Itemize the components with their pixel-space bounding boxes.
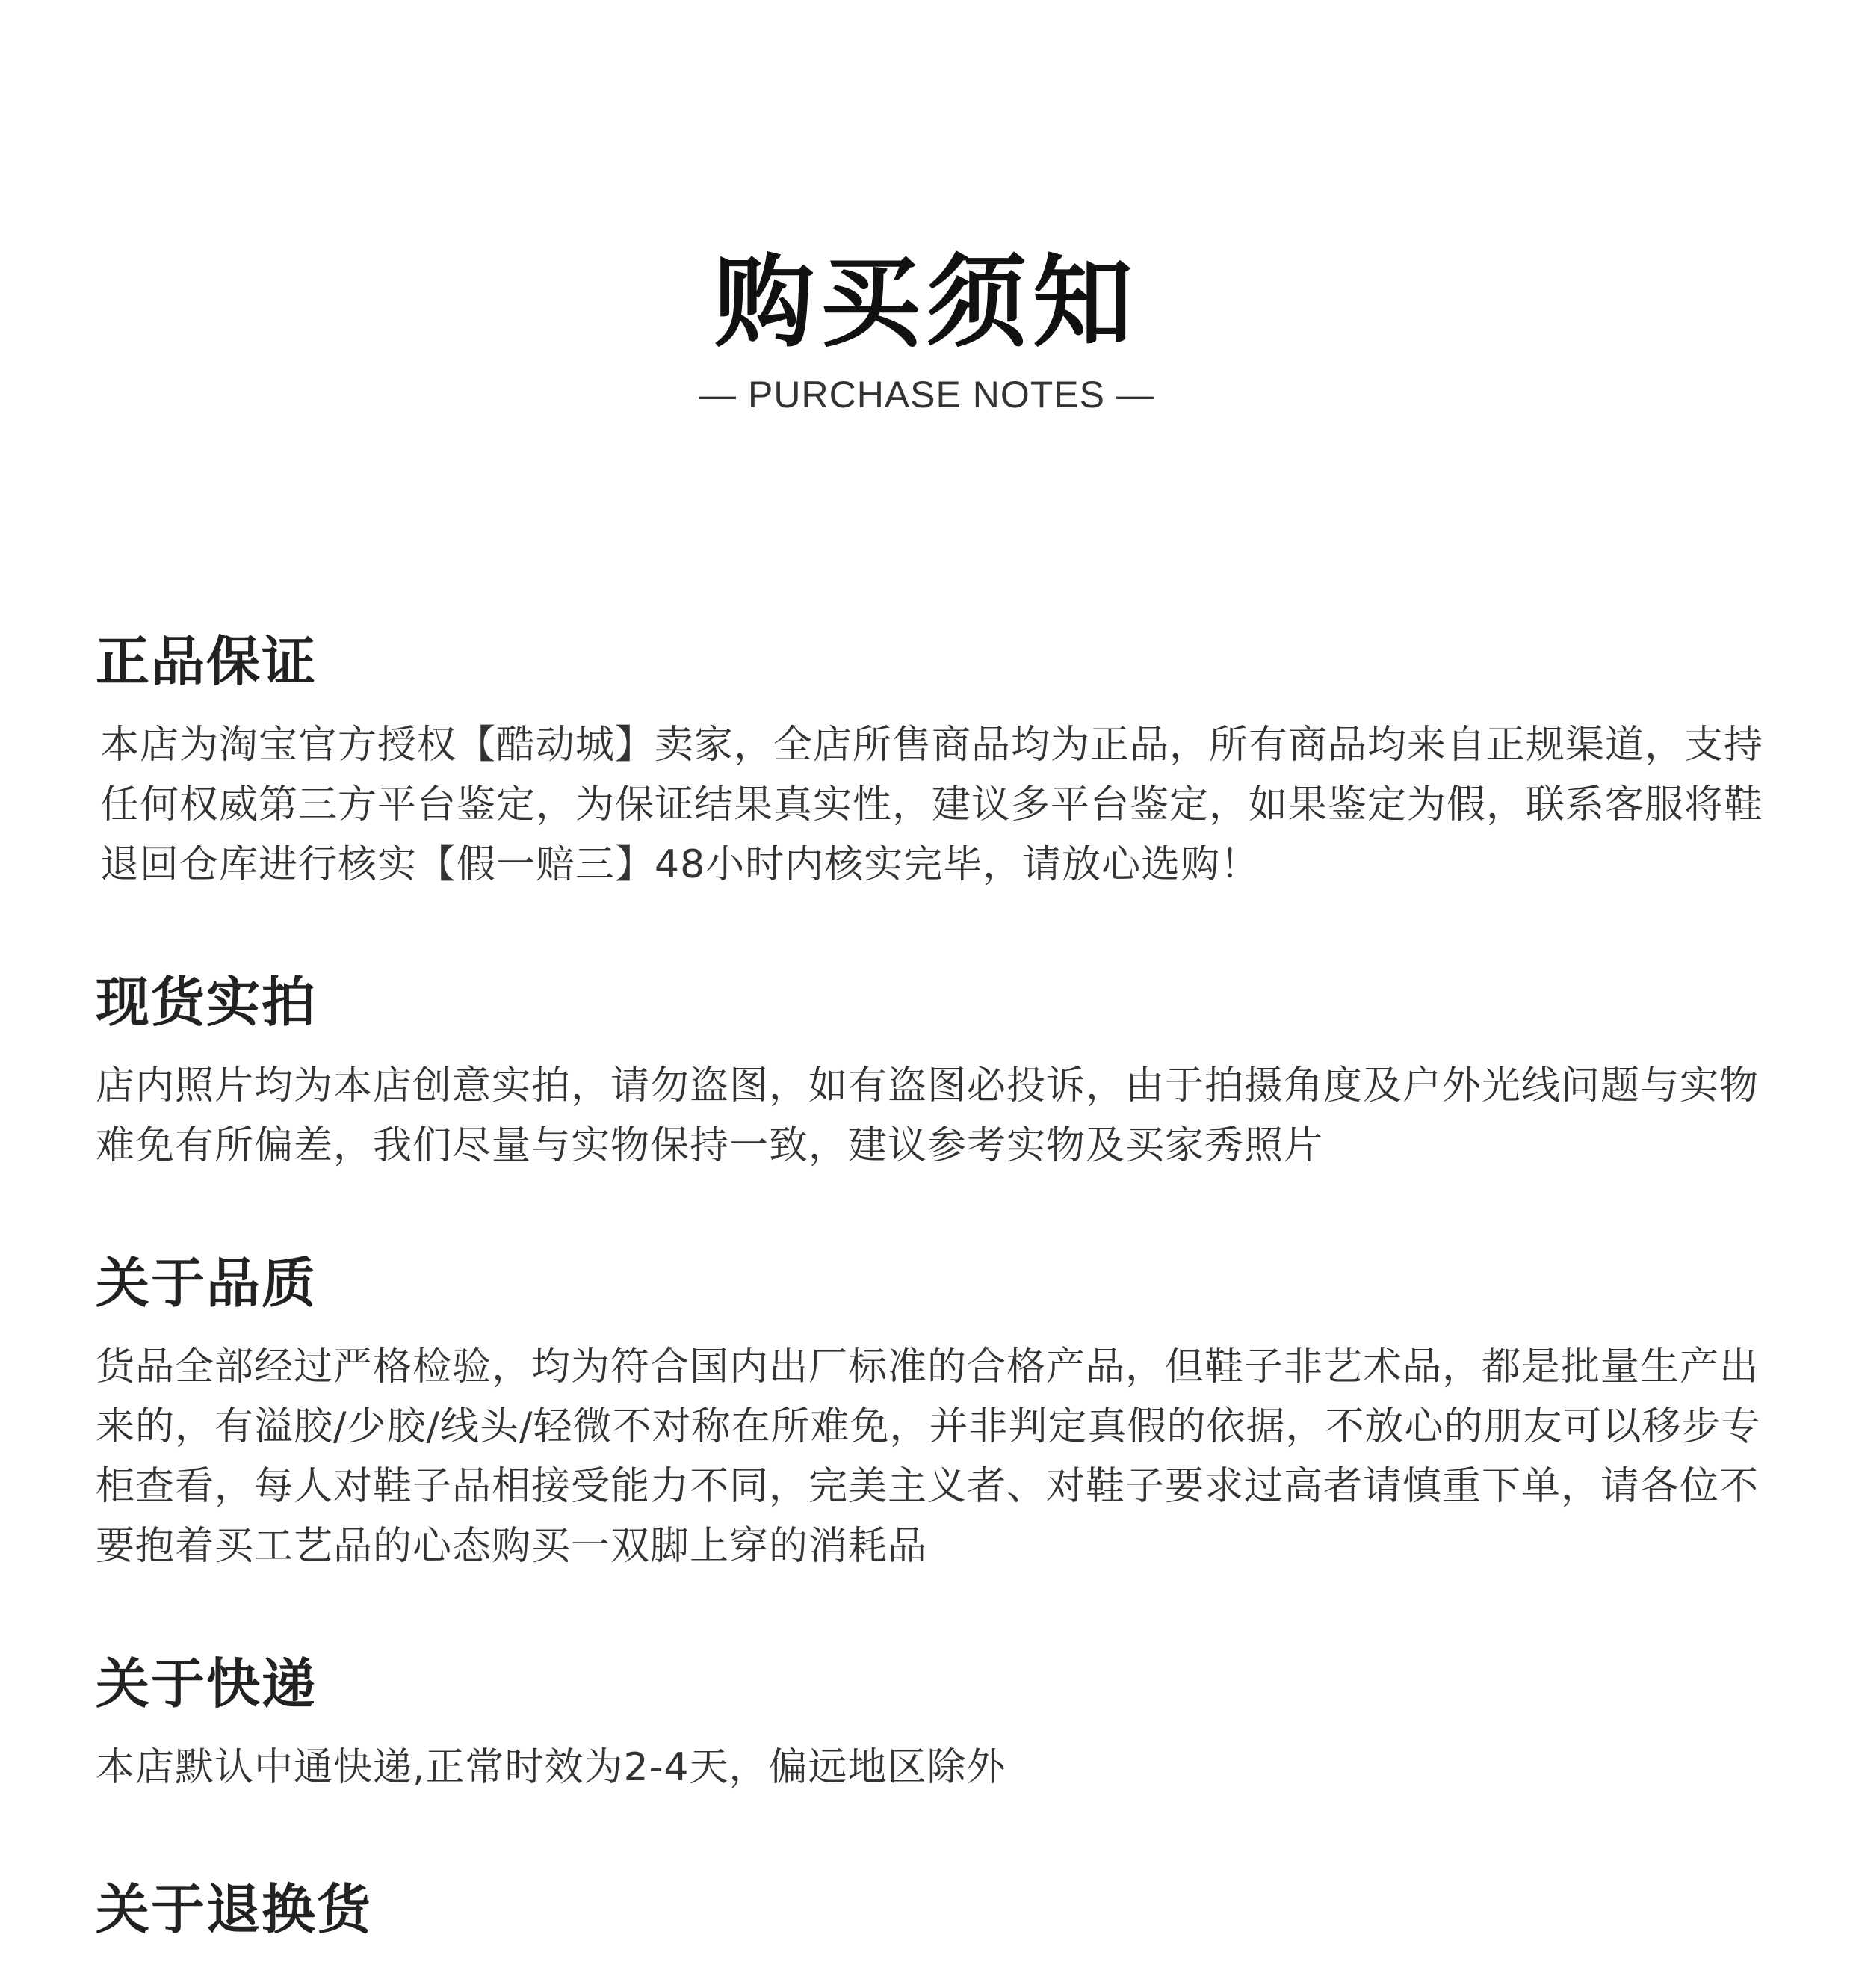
notes-content [96,624,1769,1963]
section-title: 正品保证 [96,630,318,693]
section-body: 货品全部经过严格检验，均为符合国内出厂标准的合格产品，但鞋子非艺术品，都是批量生产出来的，有溢胶/少胶/线头/轻微不对称在所难免，并非判定真假的依据，不放心的朋友可以移步专柜查看，每人对鞋子品相接受能力不同，完美主义者、对鞋子要求过高者请慎重下单，请各位不要抱着买工艺品的心态购买一双脚上穿的消耗品 [96,1345,1761,1569]
section-title: 关于退换货 [96,1878,373,1941]
section-shipping [96,1646,1769,1797]
section-real-photos [96,965,1769,1176]
section-authenticity-guarantee [96,624,1769,895]
page-header [0,244,1853,417]
section-title: 关于快递 [96,1652,318,1715]
section-title: 现货实拍 [96,971,318,1034]
section-body: 本店默认中通快递,正常时效为2-4天，偏远地区除外 [96,1745,1006,1790]
section-body: 本店为淘宝官方授权【酷动城】卖家，全店所售商品均为正品，所有商品均来自正规渠道，支持任何权威第三方平台鉴定，为保证结果真实性，建议多平台鉴定，如果鉴定为假，联系客服将鞋退回仓库进行核实【假一赔三】48小时内核实完毕，请放心选购！ [100,723,1764,887]
section-returns-exchanges [96,1872,1769,1947]
section-quality [96,1246,1769,1576]
page-title: 购买须知 [714,244,1139,361]
section-body: 店内照片均为本店创意实拍，请勿盗图，如有盗图必投诉，由于拍摄角度及户外光线问题与实物难免有所偏差，我们尽量与实物保持一致，建议参考实物及买家秀照片 [96,1064,1760,1168]
section-title: 关于品质 [96,1252,318,1315]
page-subtitle: — PURCHASE NOTES — [699,374,1154,416]
